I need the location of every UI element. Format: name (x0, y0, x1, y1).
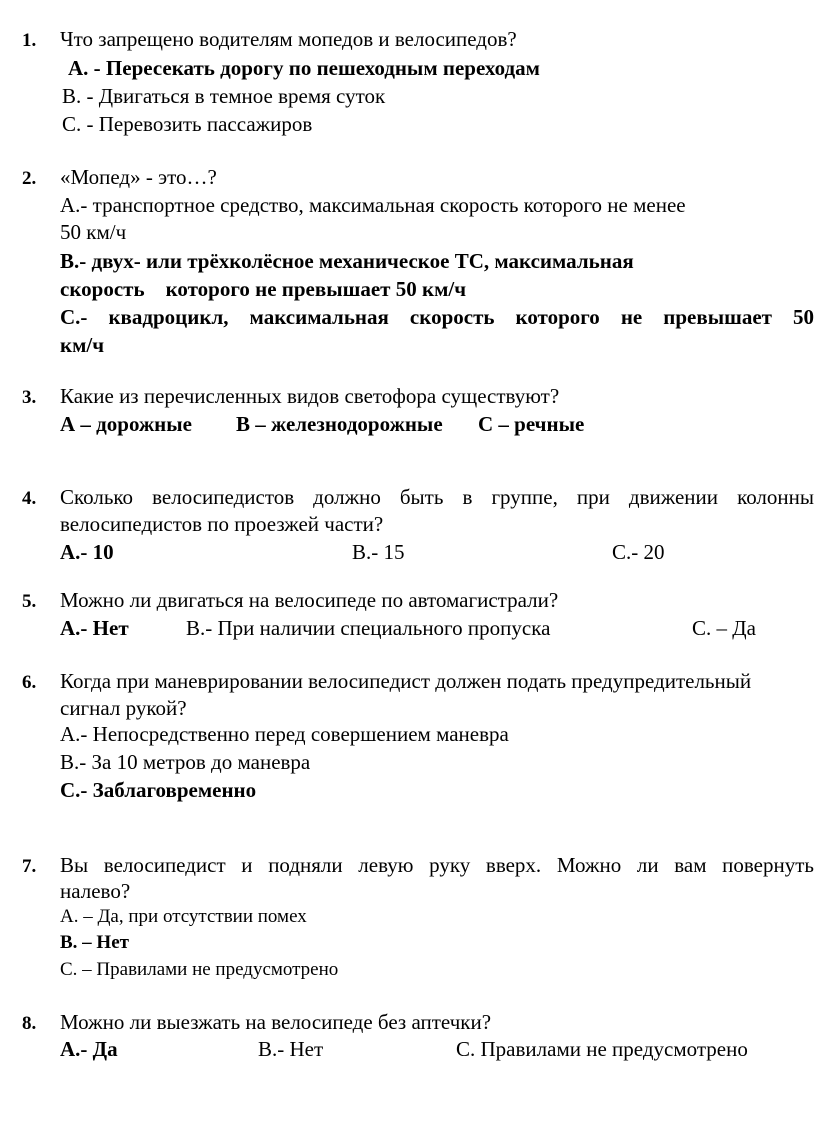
answer-option: А. – Да, при отсутствии помех (60, 906, 307, 927)
question-text: «Мопед» - это…? (60, 165, 217, 189)
question-text: Вы велосипедист и подняли левую руку вверх. Можно ли вам повернуть (60, 853, 814, 877)
answer-option: В – железнодорожные (236, 412, 443, 436)
answer-option-correct: А.- 10 (60, 540, 114, 564)
answer-option-correct: А.- Да (60, 1037, 118, 1061)
question-number: 3. (22, 387, 37, 408)
question-number: 5. (22, 591, 37, 612)
answer-option-correct: С.- Заблаговременно (60, 778, 257, 802)
answer-option-correct: А.- Нет (60, 616, 129, 640)
answer-option: А.- Непосредственно перед совершением маневра (60, 722, 509, 746)
answer-option: В.- При наличии специального пропуска (186, 616, 551, 640)
answer-option-correct: В.- двух- или трёхколёсное механическое ТС, максимальная (60, 249, 634, 273)
question-number: 6. (22, 672, 37, 693)
question-text: Какие из перечисленных видов светофора существуют? (60, 384, 560, 408)
answer-option: С. – Да (692, 616, 756, 640)
answer-option: С – речные (478, 412, 585, 436)
answer-option-correct: А. - Пересекать дорогу по пешеходным переходам (68, 56, 540, 80)
question-text: Когда при маневрировании велосипедист должен подать предупредительный (60, 669, 752, 693)
answer-option: С. Правилами не предусмотрено (456, 1037, 748, 1061)
question-text: Можно ли выезжать на велосипеде без аптечки? (60, 1010, 492, 1034)
question-number: 1. (22, 30, 37, 51)
question-text: Что запрещено водителям мопедов и велосипедов? (60, 27, 517, 51)
answer-option: В.- За 10 метров до маневра (60, 750, 311, 774)
answer-option-correct: В. – Нет (60, 932, 129, 953)
question-text-continuation: велосипедистов по проезжей части? (60, 512, 384, 536)
question-text-continuation: сигнал рукой? (60, 696, 187, 720)
answer-option: С.- 20 (612, 540, 665, 564)
question-number: 4. (22, 488, 37, 509)
question-number: 2. (22, 168, 37, 189)
question-text-continuation: налево? (60, 879, 131, 903)
question-text: Можно ли двигаться на велосипеде по автомагистрали? (60, 588, 559, 612)
answer-option-continuation: 50 км/ч (60, 220, 127, 244)
answer-option: С. - Перевозить пассажиров (62, 112, 313, 136)
question-number: 8. (22, 1013, 37, 1034)
answer-option: А.- транспортное средство, максимальная скорость которого не менее (60, 193, 686, 217)
question-text: Сколько велосипедистов должно быть в группе, при движении колонны (60, 485, 814, 509)
answer-option: С. – Правилами не предусмотрено (60, 959, 339, 980)
answer-option: В.- Нет (258, 1037, 324, 1061)
question-number: 7. (22, 856, 37, 877)
answer-option-correct-continuation: скорость которого не превышает 50 км/ч (60, 277, 467, 301)
answer-option-continuation: км/ч (60, 333, 105, 357)
answer-option: В.- 15 (352, 540, 405, 564)
answer-option: А – дорожные (60, 412, 192, 436)
answer-option: С.- квадроцикл, максимальная скорость которого не превышает 50 (60, 305, 814, 329)
answer-option: В. - Двигаться в темное время суток (62, 84, 386, 108)
